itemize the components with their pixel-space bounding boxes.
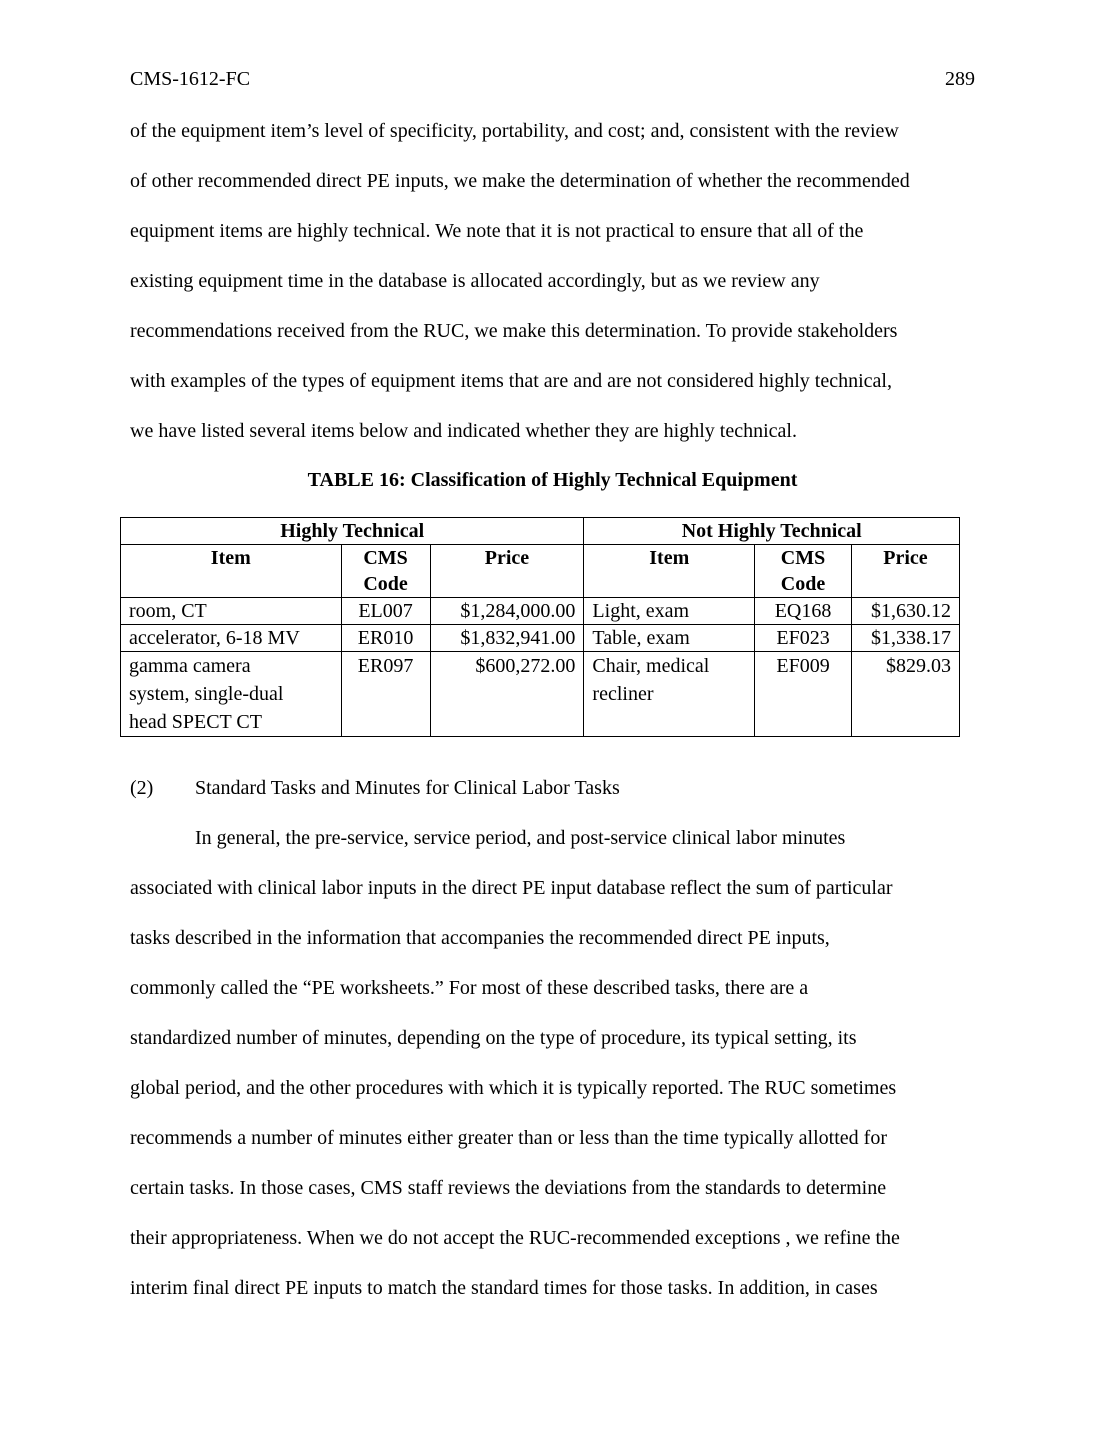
table-row — [121, 625, 960, 652]
column-header-item: Item — [584, 545, 755, 598]
group-header-not-highly-technical: Not Highly Technical — [584, 518, 960, 545]
table-row — [121, 652, 960, 737]
cell-ht-item — [121, 652, 342, 737]
cell-text-line: head SPECT CT — [129, 711, 262, 733]
text-line: of the equipment item’s level of specificity, portability, and cost; and, consistent with the review — [130, 120, 899, 142]
column-header-item: Item — [121, 545, 342, 598]
column-header-price: Price — [430, 545, 584, 598]
text-line: we have listed several items below and indicated whether they are highly technical. — [130, 420, 797, 442]
table-group-header-row — [121, 518, 960, 545]
table-row — [121, 598, 960, 625]
cell-ht-code: ER097 — [341, 652, 430, 737]
section-title: Standard Tasks and Minutes for Clinical Labor Tasks — [195, 777, 620, 799]
equipment-table — [120, 517, 960, 737]
page-number: 289 — [945, 68, 975, 90]
table-title: TABLE 16: Classification of Highly Technical Equipment — [307, 469, 798, 491]
text-line: recommends a number of minutes either greater than or less than the time typically allotted for — [130, 1127, 887, 1149]
text-line: standardized number of minutes, depending on the type of procedure, its typical setting, its — [130, 1027, 857, 1049]
cell-nht-code: EQ168 — [755, 598, 852, 625]
cell-nht-code: EF023 — [755, 625, 852, 652]
cell-ht-item: accelerator, 6-18 MV — [121, 625, 342, 652]
section-number: (2) — [130, 777, 154, 799]
cell-text-line: system, single-dual — [129, 683, 284, 705]
cell-nht-item — [584, 652, 755, 737]
section-heading — [130, 777, 620, 800]
cell-ht-price: $600,272.00 — [430, 652, 584, 737]
cell-nht-item: Table, exam — [584, 625, 755, 652]
column-header-cms-label: CMS — [363, 547, 408, 569]
group-header-highly-technical: Highly Technical — [121, 518, 584, 545]
text-line: tasks described in the information that accompanies the recommended direct PE inputs, — [130, 927, 830, 949]
column-header-code-label: Code — [363, 573, 408, 595]
cell-ht-price: $1,284,000.00 — [430, 598, 584, 625]
document-id: CMS-1612-FC — [130, 68, 251, 90]
cell-ht-code: ER010 — [341, 625, 430, 652]
cell-ht-item: room, CT — [121, 598, 342, 625]
text-line: existing equipment time in the database is allocated accordingly, but as we review any — [130, 270, 820, 292]
cell-text-line: recliner — [592, 683, 654, 705]
text-line: recommendations received from the RUC, we make this determination. To provide stakeholders — [130, 320, 898, 342]
cell-text-line: Chair, medical — [592, 655, 710, 677]
cell-nht-price: $829.03 — [851, 652, 959, 737]
cell-nht-price: $1,338.17 — [851, 625, 959, 652]
text-line: commonly called the “PE worksheets.” For most of these described tasks, there are a — [130, 977, 809, 999]
cell-nht-code: EF009 — [755, 652, 852, 737]
table-column-header-row — [121, 545, 960, 598]
text-line: of other recommended direct PE inputs, we make the determination of whether the recommended — [130, 170, 910, 192]
cell-ht-price: $1,832,941.00 — [430, 625, 584, 652]
column-header-price: Price — [851, 545, 959, 598]
cell-nht-item: Light, exam — [584, 598, 755, 625]
cell-nht-price: $1,630.12 — [851, 598, 959, 625]
text-line: associated with clinical labor inputs in the direct PE input database reflect the sum of particular — [130, 877, 893, 899]
text-line: global period, and the other procedures with which it is typically reported. The RUC sometimes — [130, 1077, 897, 1099]
text-line: interim final direct PE inputs to match the standard times for those tasks. In addition, in cases — [130, 1277, 878, 1299]
text-line: certain tasks. In those cases, CMS staff reviews the deviations from the standards to determine — [130, 1177, 887, 1199]
text-line: their appropriateness. When we do not accept the RUC-recommended exceptions , we refine the — [130, 1227, 900, 1249]
column-header-cms-label: CMS — [780, 547, 826, 569]
column-header-cms-code — [755, 545, 852, 598]
column-header-code-label: Code — [780, 573, 826, 595]
cell-text-line: gamma camera — [129, 655, 251, 677]
column-header-cms-code — [341, 545, 430, 598]
text-line: In general, the pre-service, service period, and post-service clinical labor minutes — [195, 827, 846, 849]
text-line: equipment items are highly technical. We note that it is not practical to ensure that all of the — [130, 220, 864, 242]
text-line: with examples of the types of equipment items that are and are not considered highly technical, — [130, 370, 892, 392]
cell-ht-code: EL007 — [341, 598, 430, 625]
